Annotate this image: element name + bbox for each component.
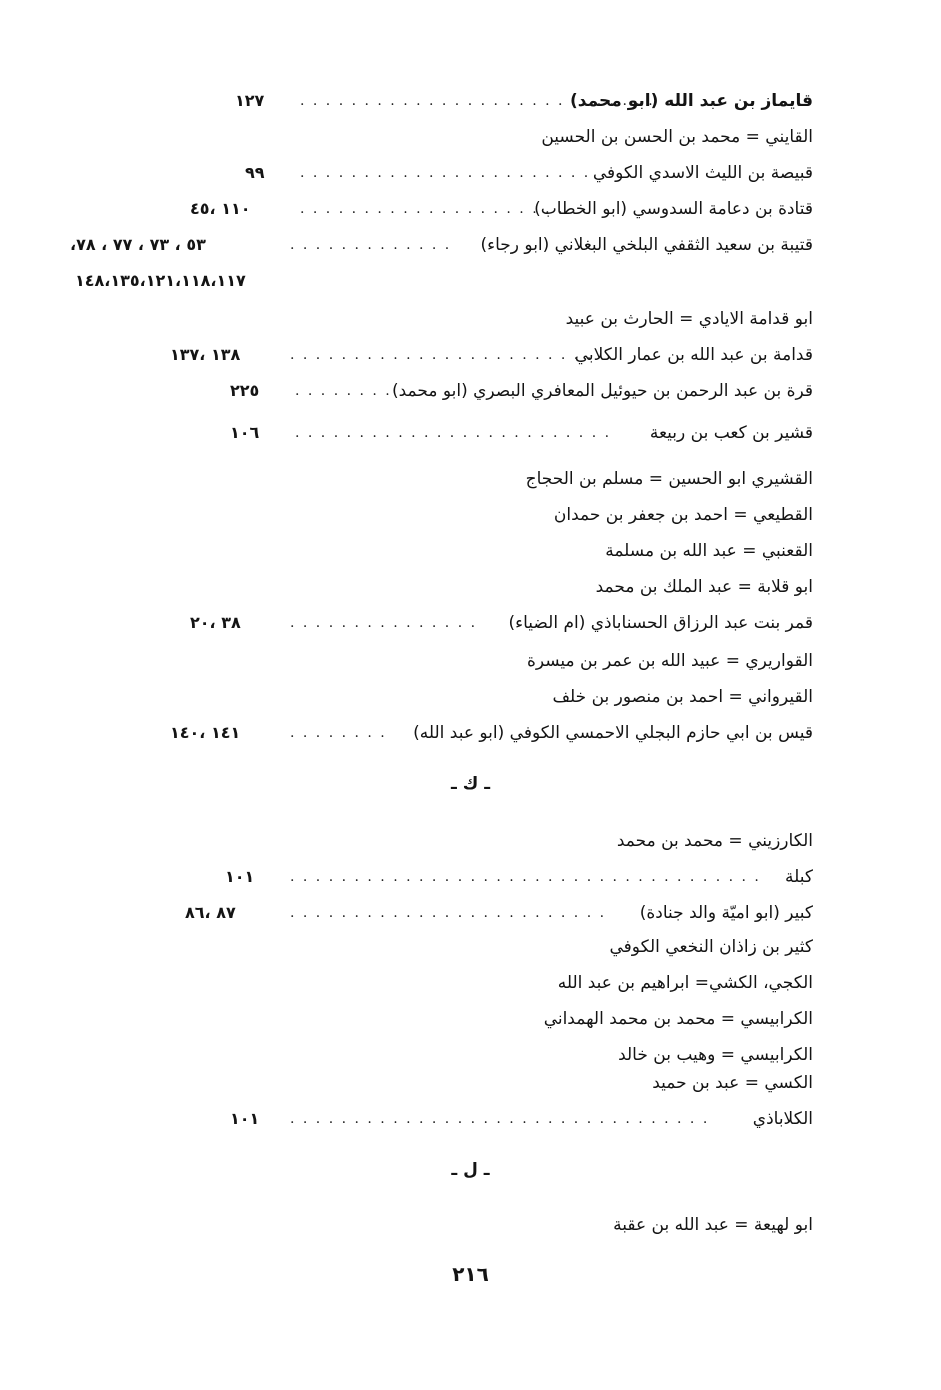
page-refs: ٢٢٥	[230, 381, 260, 400]
index-entry	[70, 120, 813, 154]
entry-name: القشيري ابو الحسين = مسلم بن الحجاج	[525, 469, 813, 489]
page-refs: ١٣٨ ،١٣٧	[170, 345, 241, 364]
page-refs: ٥٣ ، ٧٣ ، ٧٧ ، ٧٨،	[70, 235, 206, 254]
entry-name: قيس بن ابي حازم البجلي الاحمسي الكوفي (ابو عبد الله)	[413, 723, 813, 743]
index-entry	[70, 606, 813, 640]
entry-name: القعنبي = عبد الله بن مسلمة	[605, 541, 813, 561]
index-entry	[70, 1002, 813, 1036]
index-entry	[70, 896, 813, 930]
entry-name: قرة بن عبد الرحمن بن حيوئيل المعافري البصري (ابو محمد)	[391, 381, 813, 401]
index-entry	[70, 338, 813, 372]
index-entry	[70, 462, 813, 496]
entry-name: الكجي، الكشي= ابراهيم بن عبد الله	[557, 973, 813, 993]
entry-name: قمر بنت عبد الرزاق الحسناباذي (ام الضياء)	[508, 613, 813, 633]
entry-name: الكلاباذي	[752, 1109, 813, 1129]
index-entry	[70, 644, 813, 678]
index-entry	[70, 966, 813, 1000]
index-entry	[70, 302, 813, 336]
entry-name: الكرابيسي = وهيب بن خالد	[618, 1045, 813, 1065]
index-entry	[70, 498, 813, 532]
index-entry	[70, 860, 813, 894]
leader-dots: . . . . . . . .	[290, 725, 387, 741]
entry-name: كثير بن زاذان النخعي الكوفي	[609, 937, 813, 957]
entry-name: القطيعي = احمد بن جعفر بن حمدان	[553, 505, 813, 525]
entry-name: قدامة بن عبد الله بن عمار الكلابي	[574, 345, 813, 365]
index-entry	[70, 1102, 813, 1136]
page-refs: ١٠٦	[230, 423, 260, 442]
index-entry	[70, 1066, 813, 1100]
page-refs: ١٤٨،١٣٥،١٢١،١١٨،١١٧	[75, 271, 246, 290]
index-entry	[70, 156, 813, 190]
page-number: ٢١٦	[452, 1262, 489, 1286]
entry-name: قشير بن كعب بن ربيعة	[649, 423, 813, 443]
leader-dots: . . . . . . . . . . . . . . . . . . . . . . . . . . . .	[300, 93, 655, 109]
entry-name: قبيصة بن الليث الاسدي الكوفي	[592, 163, 813, 183]
index-entry	[70, 534, 813, 568]
page-refs: ٣٨ ،٢٠	[190, 613, 241, 632]
page-refs: ١٠١	[225, 867, 255, 886]
index-entry-continuation	[70, 264, 813, 298]
index-entry	[70, 192, 813, 226]
index-entry	[70, 570, 813, 604]
leader-dots: . . . . . . . . . . . . . . . . . . . . . . . . . . . . . . . . .	[290, 1111, 710, 1127]
page-refs: ١١٠ ،٤٥	[190, 199, 251, 218]
page-refs: ٨٧ ،٨٦	[185, 903, 236, 922]
page-refs: ١٢٧	[235, 91, 265, 110]
index-entry	[70, 716, 813, 750]
page-refs: ٩٩	[245, 163, 265, 182]
section-heading-kaf: ـ ك ـ	[450, 774, 491, 794]
leader-dots: . . . . . . . . . . . . . . . . . . . . . . .	[300, 165, 591, 181]
index-entry	[70, 416, 813, 450]
leader-dots: . . . . . . . . . . . . . . . . . . . . . . . . .	[295, 425, 612, 441]
leader-dots: . . . . . . . . . . . . .	[290, 237, 452, 253]
entry-name: القواريري = عبيد الله بن عمر بن ميسرة	[526, 651, 813, 671]
entry-name: القيرواني = احمد بن منصور بن خلف	[552, 687, 813, 707]
leader-dots: . . . . . . . . . . . . . . . . . . . . . . . .	[290, 347, 594, 363]
page-refs: ١٠١	[230, 1109, 260, 1128]
entry-name: قتيبة بن سعيد الثقفي البلخي البغلاني (ابو رجاء)	[480, 235, 813, 255]
entry-name: ابو لهيعة = عبد الله بن عقبة	[613, 1215, 813, 1235]
entry-name: قتادة بن دعامة السدوسي (ابو الخطاب)	[534, 199, 813, 219]
entry-name: ابو قلابة = عبد الملك بن محمد	[595, 577, 813, 597]
entry-name: الكارزيني = محمد بن محمد	[616, 831, 813, 851]
page-refs: ١٤١ ،١٤٠	[170, 723, 241, 742]
leader-dots: . . . . . . . . . . . . . . . . . . . . . . . . . . . . . . . . . . . . .	[290, 869, 761, 885]
entry-name: القايني = محمد بن الحسن بن الحسين	[541, 127, 813, 147]
index-entry	[70, 680, 813, 714]
index-entry	[70, 228, 813, 262]
index-entry	[70, 930, 813, 964]
entry-name: قايماز بن عبد الله (ابو محمد)	[570, 91, 813, 111]
leader-dots: . . . . . . . . . . . . . . . . . . . . . .	[300, 201, 578, 217]
entry-name: ابو قدامة الايادي = الحارث بن عبيد	[565, 309, 813, 329]
leader-dots: . . . . . . . . . . . . . . .	[290, 615, 478, 631]
leader-dots: . . . . . . . . . . . . . . . . . . . . . . . . .	[290, 905, 607, 921]
index-entry	[70, 84, 813, 118]
entry-name: الكرابيسي = محمد بن محمد الهمداني	[543, 1009, 813, 1029]
index-entry	[70, 374, 813, 408]
entry-name: كبلة	[785, 867, 813, 887]
entry-name: كبير (ابو اميّة والد جنادة)	[639, 903, 813, 923]
index-entry	[70, 824, 813, 858]
index-entry	[70, 1208, 813, 1242]
leader-dots: . . . . . . . .	[295, 383, 392, 399]
entry-name: الكسي = عبد بن حميد	[652, 1073, 813, 1093]
section-heading-lam: ـ ل ـ	[451, 1160, 490, 1180]
